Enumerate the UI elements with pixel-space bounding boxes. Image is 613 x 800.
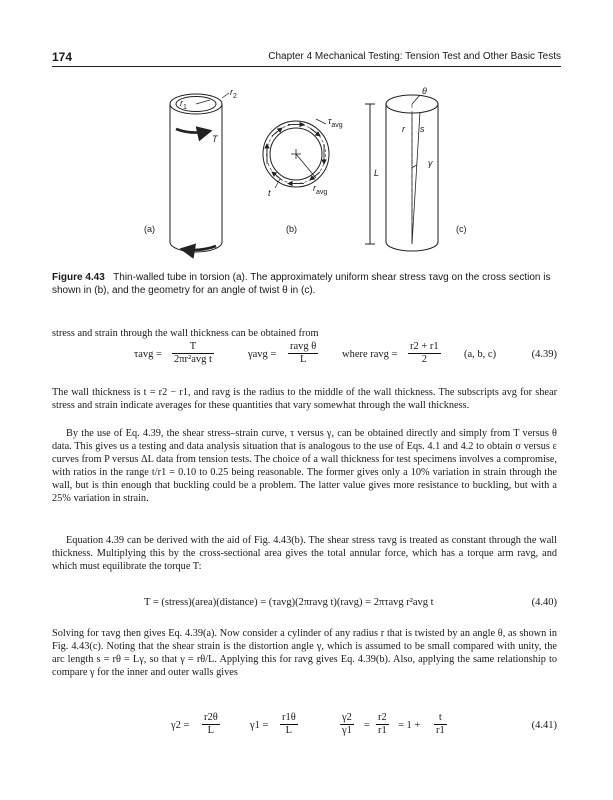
eq441-frac-ratio: $\frac{\gamma 2}{\gamma 1}$: [342, 712, 352, 736]
eq439-number: (4.39): [531, 349, 557, 360]
label-panel-c: (c): [456, 224, 467, 234]
eq439-tau-lhs: τavg =: [134, 349, 162, 360]
page-number: 174: [52, 50, 73, 64]
eq439-frac-c: $\frac{r2 + r1}{2}$: [410, 341, 439, 365]
panel-b-cross-section: [263, 119, 329, 188]
equation-4-40: [52, 597, 557, 613]
panel-a-tube: [170, 93, 229, 252]
eq441-gamma1: γ1 =: [250, 720, 269, 731]
label-r: r: [402, 124, 405, 134]
page-header: [52, 50, 561, 67]
label-s: s: [420, 124, 425, 134]
paragraph-4: Equation 4.39 can be derived with the aid of Fig. 4.43(b). The shear stress τavg is treated as constant through the wall thickness. Multiplying this by the cross-sectional area gives the total annular force, which has a torque arm ravg, and which must equilibrate the torque T:: [52, 535, 557, 572]
label-theta: θ: [422, 86, 427, 96]
equation-4-39: [52, 341, 557, 371]
eq439-where: where ravg =: [342, 349, 398, 360]
r1-leader: [196, 100, 210, 104]
eq440-number: (4.40): [531, 597, 557, 608]
eq440-body: T = (stress)(area)(distance) = (τavg)(2πravg t)(ravg) = 2πτavg r²avg t: [144, 597, 434, 608]
label-gamma: γ: [428, 158, 433, 168]
paragraph-1: stress and strain through the wall thickness can be obtained from: [52, 328, 319, 339]
caption-text: Thin-walled tube in torsion (a). The approximately uniform shear stress τavg on the cross section is shown in (b), and the geometry for an angle of twist θ in (c).: [52, 272, 551, 296]
label-T: T: [212, 134, 218, 144]
eq441-equals: =: [364, 720, 370, 731]
figure-4-43: [130, 84, 490, 264]
label-panel-a: (a): [144, 224, 155, 234]
theta-radius: [412, 95, 420, 104]
figure-caption: [52, 271, 557, 297]
eq439-frac-b: ravg θ L: [290, 341, 317, 365]
eq441-frac-b: $\frac{r1\theta}{L}$: [282, 712, 296, 736]
eq439-gamma-lhs: γavg =: [248, 349, 277, 360]
label-r1: $r_1$: [180, 98, 187, 111]
label-t: t: [268, 188, 271, 198]
r-avg-line: [296, 154, 316, 178]
paragraph-3: By the use of Eq. 4.39, the shear stress–strain curve, τ versus γ, can be obtained directly and simply from T versus θ data. This gives us a testing and data analysis situation that is analogous to the use of Eqs. 4.1 and 4.2 to obtain σ versus ε curves from P versus ΔL data from tension tests. The choice of a wall thickness for test specimens involves a compromise, with ratios in the range t/r1 = 0.10 to 0.25 being reasonable. The former gives only a 10% variation in strain through the wall, but is thin enough that buckling could be a problem. The latter value gives more resistance to buckling, but with a 25% variation in strain.: [52, 428, 557, 504]
tau-avg-leader: [316, 119, 326, 124]
twisted-line: [412, 112, 420, 244]
eq441-frac-t: $\frac{t}{r1}$: [436, 712, 445, 736]
eq441-gamma2: γ2 =: [171, 720, 190, 731]
torque-arrow-top: [176, 129, 210, 133]
tube-diagram: [130, 84, 490, 264]
equation-4-41: [52, 712, 557, 744]
eq441-number: (4.41): [531, 720, 557, 731]
eq441-frac-a: $\frac{r2\theta}{L}$: [204, 712, 218, 736]
label-r-avg: $r_{avg}$: [313, 183, 328, 196]
paragraph-5: Solving for τavg then gives Eq. 4.39(a). Now consider a cylinder of any radius r that is twisted by an angle θ, as shown in Fig. 4.43(c). Noting that the shear strain is the distortion angle γ, which is assumed to be small compared with unity, the arc length s = rθ = Lγ, so that γ = rθ/L. Applying this for ravg gives Eq. 4.39(b). Also, applying the same relationship to compare γ for the inner and outer walls gives: [52, 628, 557, 678]
label-r2: $r_2$: [230, 87, 237, 100]
eq441-frac-r: $\frac{r2}{r1}$: [378, 712, 387, 736]
eq439-abc: (a, b, c): [464, 349, 497, 360]
torque-arrow-bottom: [182, 246, 216, 250]
label-panel-b: (b): [286, 224, 297, 234]
eq441-one-plus: = 1 +: [398, 720, 421, 731]
eq439-frac-a: T 2πr²avg t: [174, 341, 212, 365]
label-L: L: [374, 168, 380, 178]
caption-label: Figure 4.43: [52, 272, 105, 283]
paragraph-2: The wall thickness is t = r2 − r1, and ravg is the radius to the middle of the wall thickness. The subscripts avg for shear stress and strain indicate averages for these quantities that vary somewhat through the wall thickness.: [52, 387, 557, 411]
label-tau-avg: $\tau_{avg}$: [328, 116, 343, 129]
r2-leader: [222, 93, 229, 98]
running-head: Chapter 4 Mechanical Testing: Tension Test and Other Basic Tests: [268, 51, 561, 62]
